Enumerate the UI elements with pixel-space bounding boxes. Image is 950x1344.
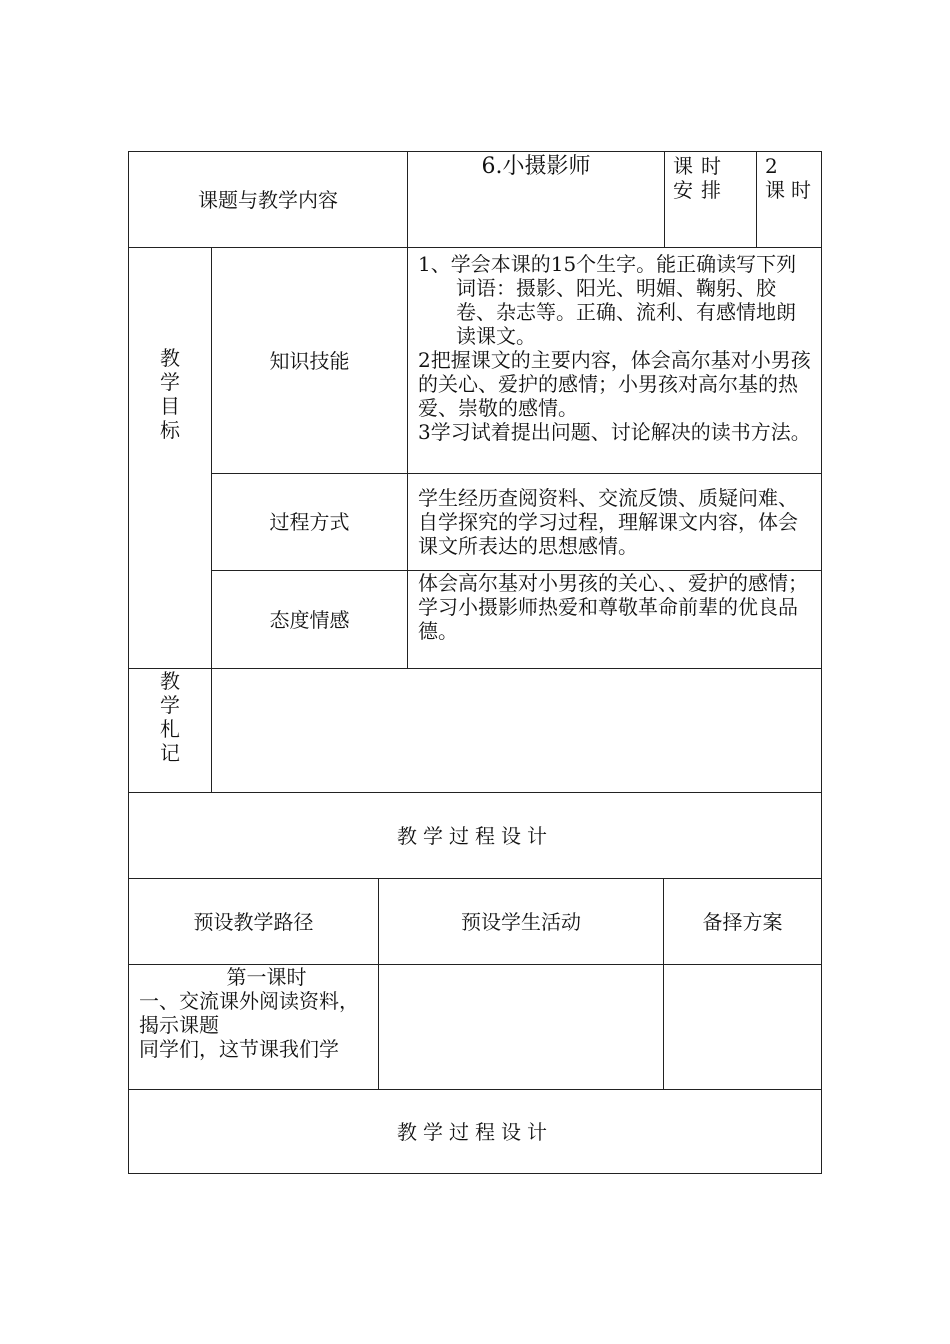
- topic-label: 课题与教学内容: [198, 187, 338, 212]
- path-step: 一、交流课外阅读资料，揭示课题: [139, 989, 359, 1037]
- lesson-title-cell: [407, 151, 665, 248]
- knowledge-content-cell: [407, 247, 822, 474]
- notes-label-char: 学: [160, 693, 180, 717]
- topic-label-cell: [128, 151, 408, 248]
- notes-label-cell: [128, 668, 212, 793]
- attitude-label: 态度情感: [269, 607, 350, 632]
- path-step: 同学们，这节课我们学: [139, 1037, 339, 1061]
- activity-content-cell: [378, 964, 664, 1090]
- objectives-label-cell: [128, 247, 212, 669]
- objectives-label-char: 标: [160, 418, 180, 442]
- schedule-label: 课时安排: [673, 154, 729, 202]
- attitude-content-cell: [407, 570, 822, 669]
- design-footer-title: 教学过程设计: [397, 1119, 553, 1144]
- knowledge-label-cell: [211, 247, 408, 474]
- schedule-value-cell: [756, 151, 822, 248]
- objectives-label-char: 学: [160, 370, 180, 394]
- process-content-cell: [407, 473, 822, 571]
- notes-label-char: 教: [160, 669, 180, 693]
- knowledge-item: 3学习试着提出问题、讨论解决的读书方法。: [418, 420, 811, 444]
- objectives-label-char: 目: [160, 394, 180, 418]
- notes-label-char: 记: [160, 741, 180, 765]
- col-header-activity: [378, 878, 664, 965]
- col-header-alternative: [663, 878, 822, 965]
- lesson-title: 6.小摄影师: [481, 154, 591, 179]
- attitude-label-cell: [211, 570, 408, 669]
- schedule-value: 2 课时: [765, 154, 817, 202]
- notes-content-cell: [211, 668, 822, 793]
- process-label: 过程方式: [269, 510, 350, 534]
- process-text: 学生经历查阅资料、交流反馈、质疑问难、自学探究的学习过程，理解课文内容，体会课文所表达的思想感情。: [418, 486, 798, 558]
- knowledge-item: 1、学会本课的15个生字。能正确读写下列词语：摄影、阳光、明媚、鞠躬、胶卷、杂志等。正确、流利、有感情地朗读课文。: [418, 252, 797, 348]
- col-header-path: [128, 878, 379, 965]
- notes-label-char: 札: [160, 717, 180, 741]
- objectives-label-char: 教: [160, 346, 180, 370]
- knowledge-item: 2把握课文的主要内容，体会高尔基对小男孩的关心、爱护的感情；小男孩对高尔基的热爱、崇敬的感情。: [418, 348, 811, 420]
- col-header-path-label: 预设教学路径: [193, 909, 314, 934]
- schedule-label-cell: [664, 151, 757, 248]
- design-title-cell: [128, 792, 822, 879]
- session-label: 第一课时: [226, 965, 307, 989]
- path-content-cell: [128, 964, 379, 1090]
- col-header-alternative-label: 备择方案: [702, 909, 783, 934]
- design-footer-title-cell: [128, 1089, 822, 1174]
- attitude-text: 体会高尔基对小男孩的关心、、爱护的感情；学习小摄影师热爱和尊敬革命前辈的优良品德。: [418, 571, 808, 643]
- col-header-activity-label: 预设学生活动: [461, 909, 581, 934]
- design-title: 教学过程设计: [397, 823, 553, 848]
- knowledge-label: 知识技能: [269, 348, 350, 373]
- alternative-content-cell: [663, 964, 822, 1090]
- process-label-cell: [211, 473, 408, 571]
